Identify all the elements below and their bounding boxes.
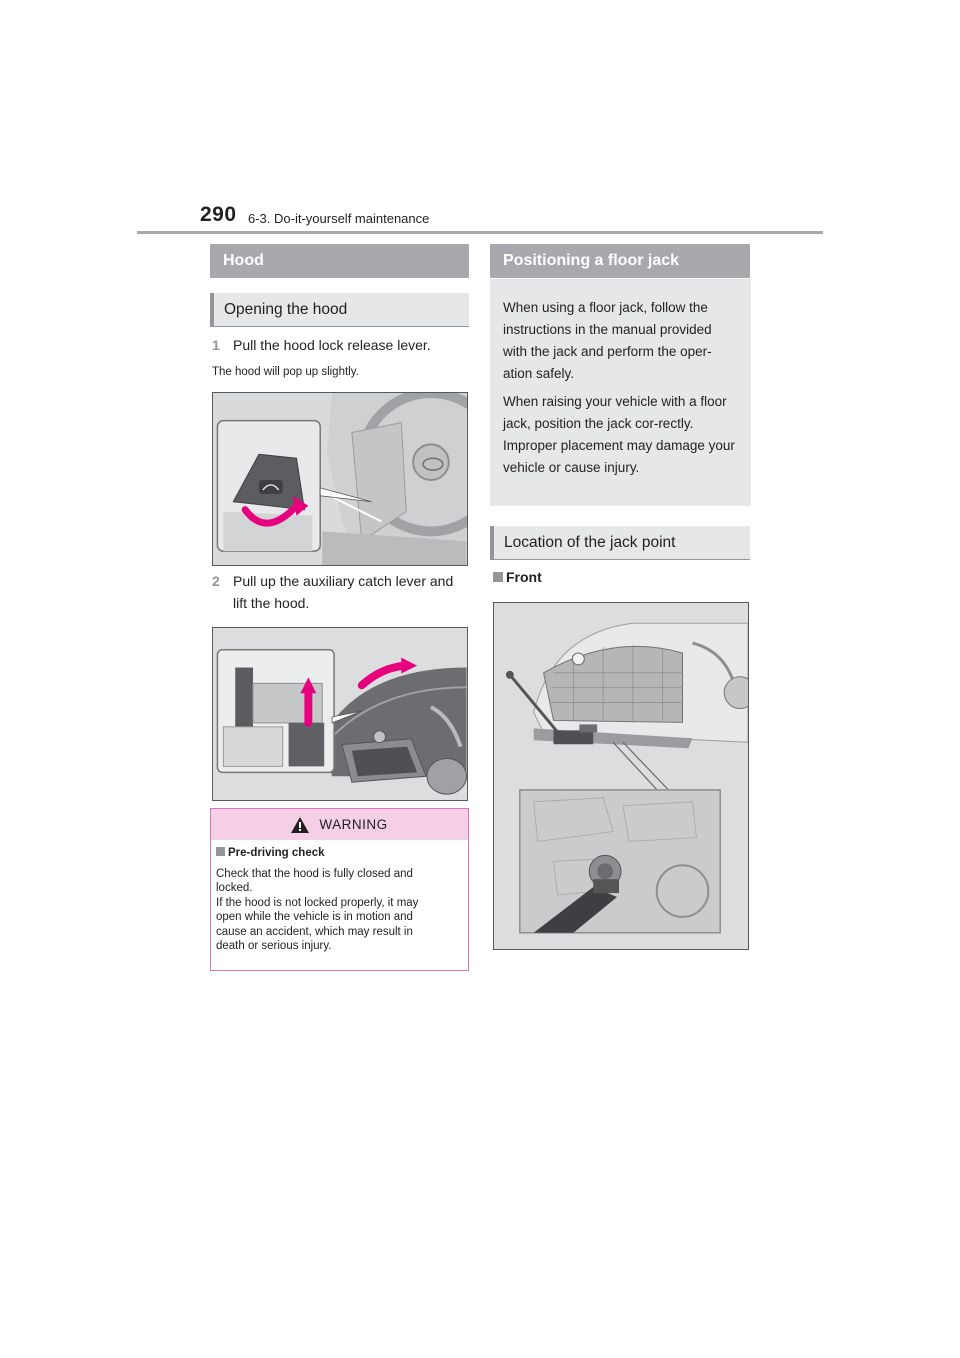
front-label-text: Front bbox=[506, 569, 542, 585]
warning-title-text: Pre-driving check bbox=[228, 847, 325, 859]
step-1-note: The hood will pop up slightly. bbox=[212, 366, 359, 378]
warning-title bbox=[216, 846, 463, 861]
warning-body bbox=[211, 840, 468, 954]
step-2 bbox=[212, 570, 469, 614]
subsection-title-opening-hood: Opening the hood bbox=[210, 293, 469, 327]
step-2-number: 2 bbox=[212, 573, 220, 589]
header-rule bbox=[137, 231, 823, 234]
jack-point-illustration bbox=[493, 602, 749, 950]
warning-triangle-icon bbox=[291, 817, 309, 833]
warning-heading: WARNING bbox=[319, 817, 388, 832]
subsection-title-jack-point: Location of the jack point bbox=[490, 526, 750, 560]
auxiliary-catch-lever-drawing bbox=[213, 628, 467, 800]
warning-line-2: locked. bbox=[216, 882, 253, 894]
info-paragraph-1: When using a floor jack, follow the instructions in the manual provided with the jack and perform the oper-ation safely. bbox=[503, 300, 712, 381]
jack-point-drawing bbox=[494, 603, 748, 949]
warning-box bbox=[210, 808, 469, 971]
front-label bbox=[493, 569, 542, 585]
step-2-text-line1: Pull up the auxiliary catch lever and bbox=[233, 573, 454, 589]
hood-release-lever-illustration bbox=[212, 392, 468, 566]
square-bullet-icon bbox=[216, 847, 225, 856]
warning-line-3: If the hood is not locked properly, it may bbox=[216, 896, 419, 909]
step-1-text: Pull the hood lock release lever. bbox=[233, 337, 431, 353]
warning-line-4: open while the vehicle is in motion and bbox=[216, 911, 413, 923]
step-2-text-line2: lift the hood. bbox=[233, 595, 310, 611]
step-1 bbox=[212, 334, 469, 356]
step-1-number: 1 bbox=[212, 337, 220, 353]
page-number: 290 bbox=[200, 203, 237, 226]
hood-release-lever-drawing bbox=[213, 393, 467, 565]
warning-line-6: death or serious injury. bbox=[216, 940, 332, 952]
warning-header bbox=[211, 809, 468, 840]
section-label: 6-3. Do-it-yourself maintenance bbox=[248, 211, 430, 226]
floor-jack-info-box bbox=[490, 279, 751, 506]
warning-line-1: Check that the hood is fully closed and bbox=[216, 867, 413, 880]
section-title-hood: Hood bbox=[210, 244, 469, 278]
warning-line-5: cause an accident, which may result in bbox=[216, 925, 413, 938]
section-title-floor-jack: Positioning a floor jack bbox=[490, 244, 750, 278]
auxiliary-catch-lever-illustration bbox=[212, 627, 468, 801]
square-bullet-icon bbox=[493, 572, 503, 582]
info-paragraph-2: When raising your vehicle with a floor jack, position the jack cor-rectly. Improper placement may damage your vehicle or cause injury. bbox=[503, 394, 735, 475]
